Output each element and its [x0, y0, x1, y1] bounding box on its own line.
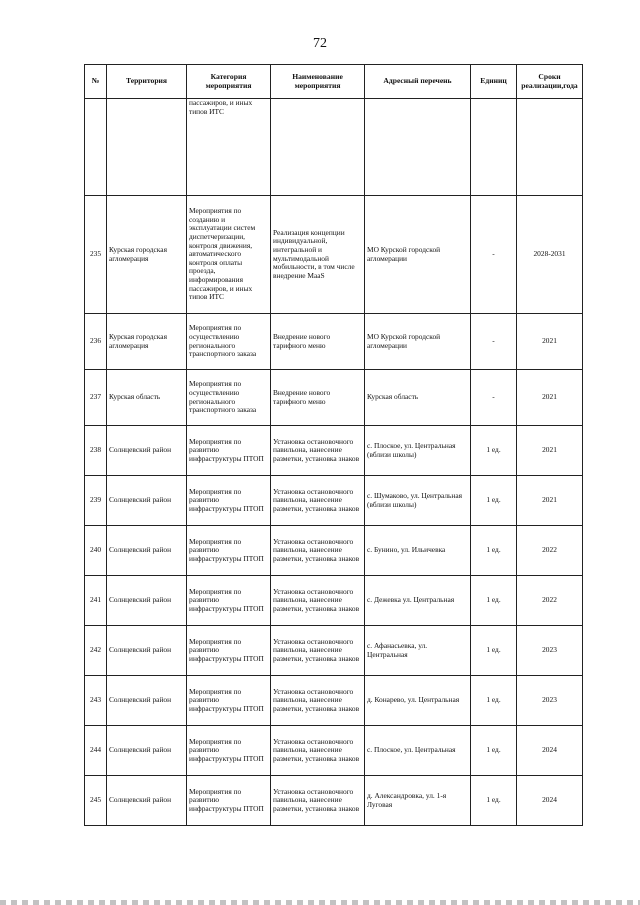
table-row — [85, 426, 583, 476]
cell-empty — [85, 99, 107, 196]
table-row — [85, 196, 583, 314]
cell-name: Установка остановочного павильона, нанесение разметки, установка знаков — [271, 776, 365, 826]
table-row — [85, 370, 583, 426]
cell-category: Мероприятия по развитию инфраструктуры ПТОП — [187, 526, 271, 576]
cell-units: 1 ед. — [471, 526, 517, 576]
cell-category: Мероприятия по развитию инфраструктуры ПТОП — [187, 626, 271, 676]
cell-address: МО Курской городской агломерации — [365, 314, 471, 370]
cell-category: Мероприятия по осуществлению регионального транспортного заказа — [187, 314, 271, 370]
cell-number: 238 — [85, 426, 107, 476]
cell-territory: Солнцевский район — [107, 626, 187, 676]
cell-address: с. Бунино, ул. Ильичевка — [365, 526, 471, 576]
table-row — [85, 676, 583, 726]
cell-name: Реализация концепции индивидуальной, интегральной и мультимодальной мобильности, в том числе внедрение MaaS — [271, 196, 365, 314]
header-name: Наименование мероприятия — [271, 65, 365, 99]
cell-years: 2024 — [517, 726, 583, 776]
cell-years: 2021 — [517, 476, 583, 526]
cell-years: 2022 — [517, 576, 583, 626]
cell-units: 1 ед. — [471, 576, 517, 626]
table-row — [85, 576, 583, 626]
cell-category: Мероприятия по развитию инфраструктуры ПТОП — [187, 576, 271, 626]
table-row — [85, 626, 583, 676]
cell-empty — [517, 99, 583, 196]
cell-territory: Солнцевский район — [107, 576, 187, 626]
cell-territory: Курская городская агломерация — [107, 196, 187, 314]
cell-territory: Солнцевский район — [107, 476, 187, 526]
cell-units: 1 ед. — [471, 776, 517, 826]
cell-address: с. Дежевка ул. Центральная — [365, 576, 471, 626]
cell-name: Установка остановочного павильона, нанесение разметки, установка знаков — [271, 726, 365, 776]
cell-empty — [471, 99, 517, 196]
cell-number: 239 — [85, 476, 107, 526]
cell-name: Установка остановочного павильона, нанесение разметки, установка знаков — [271, 476, 365, 526]
cell-territory: Солнцевский район — [107, 526, 187, 576]
cell-years: 2023 — [517, 626, 583, 676]
header-category: Категория мероприятия — [187, 65, 271, 99]
cell-category: Мероприятия по развитию инфраструктуры ПТОП — [187, 426, 271, 476]
cell-units: 1 ед. — [471, 426, 517, 476]
cell-category: Мероприятия по осуществлению регионального транспортного заказа — [187, 370, 271, 426]
cell-territory: Солнцевский район — [107, 776, 187, 826]
cell-years: 2028-2031 — [517, 196, 583, 314]
cell-units: 1 ед. — [471, 676, 517, 726]
cell-category: Мероприятия по развитию инфраструктуры ПТОП — [187, 676, 271, 726]
cell-years: 2021 — [517, 314, 583, 370]
cell-address: Курская область — [365, 370, 471, 426]
cell-address: с. Шумаково, ул. Центральная (вблизи школы) — [365, 476, 471, 526]
cell-years: 2021 — [517, 426, 583, 476]
header-years: Сроки реализации,года — [517, 65, 583, 99]
cell-category: Мероприятия по развитию инфраструктуры ПТОП — [187, 776, 271, 826]
header-units: Единиц — [471, 65, 517, 99]
cell-category: Мероприятия по развитию инфраструктуры ПТОП — [187, 476, 271, 526]
cell-territory: Солнцевский район — [107, 726, 187, 776]
table-row — [85, 476, 583, 526]
cell-units: - — [471, 314, 517, 370]
table-row — [85, 726, 583, 776]
cell-number: 236 — [85, 314, 107, 370]
cell-number: 245 — [85, 776, 107, 826]
cell-years: 2024 — [517, 776, 583, 826]
cell-address: МО Курской городской агломерации — [365, 196, 471, 314]
cell-empty — [107, 99, 187, 196]
cell-years: 2021 — [517, 370, 583, 426]
cell-number: 235 — [85, 196, 107, 314]
scan-edge-artifact — [0, 900, 640, 905]
header-address: Адресный перечень — [365, 65, 471, 99]
cell-number: 242 — [85, 626, 107, 676]
cell-units: - — [471, 196, 517, 314]
cell-name: Установка остановочного павильона, нанесение разметки, установка знаков — [271, 526, 365, 576]
cell-name: Установка остановочного павильона, нанесение разметки, установка знаков — [271, 626, 365, 676]
cell-empty — [365, 99, 471, 196]
cell-number: 243 — [85, 676, 107, 726]
cell-units: 1 ед. — [471, 476, 517, 526]
table-row — [85, 776, 583, 826]
cell-years: 2022 — [517, 526, 583, 576]
cell-address: с. Плоское, ул. Центральная — [365, 726, 471, 776]
page-number: 72 — [313, 36, 327, 51]
cell-address: д. Конарево, ул. Центральная — [365, 676, 471, 726]
cell-units: - — [471, 370, 517, 426]
table-header-row — [85, 65, 583, 99]
table-row-continuation — [85, 99, 583, 196]
cell-units: 1 ед. — [471, 626, 517, 676]
cell-name: Установка остановочного павильона, нанесение разметки, установка знаков — [271, 576, 365, 626]
cell-empty — [271, 99, 365, 196]
cell-name: Внедрение нового тарифного меню — [271, 314, 365, 370]
cell-territory: Курская городская агломерация — [107, 314, 187, 370]
measures-table — [84, 64, 583, 826]
cell-name: Установка остановочного павильона, нанесение разметки, установка знаков — [271, 676, 365, 726]
cell-category: пассажиров, и иных типов ИТС — [187, 99, 271, 196]
table-row — [85, 314, 583, 370]
cell-territory: Солнцевский район — [107, 426, 187, 476]
cell-address: с. Афанасьевка, ул. Центральная — [365, 626, 471, 676]
cell-name: Внедрение нового тарифного меню — [271, 370, 365, 426]
cell-territory: Солнцевский район — [107, 676, 187, 726]
header-territory: Территория — [107, 65, 187, 99]
cell-number: 237 — [85, 370, 107, 426]
cell-number: 240 — [85, 526, 107, 576]
cell-units: 1 ед. — [471, 726, 517, 776]
cell-category: Мероприятия по развитию инфраструктуры ПТОП — [187, 726, 271, 776]
cell-number: 244 — [85, 726, 107, 776]
cell-address: с. Плоское, ул. Центральная (вблизи школы) — [365, 426, 471, 476]
cell-territory: Курская область — [107, 370, 187, 426]
cell-name: Установка остановочного павильона, нанесение разметки, установка знаков — [271, 426, 365, 476]
cell-address: д. Александровка, ул. 1-я Луговая — [365, 776, 471, 826]
cell-category: Мероприятия по созданию и эксплуатации систем диспетчеризации, контроля движения, автоматического контроля оплаты проезда, информирования пассажиров, и иных типов ИТС — [187, 196, 271, 314]
cell-years: 2023 — [517, 676, 583, 726]
table-row — [85, 526, 583, 576]
cell-number: 241 — [85, 576, 107, 626]
header-number: № — [85, 65, 107, 99]
